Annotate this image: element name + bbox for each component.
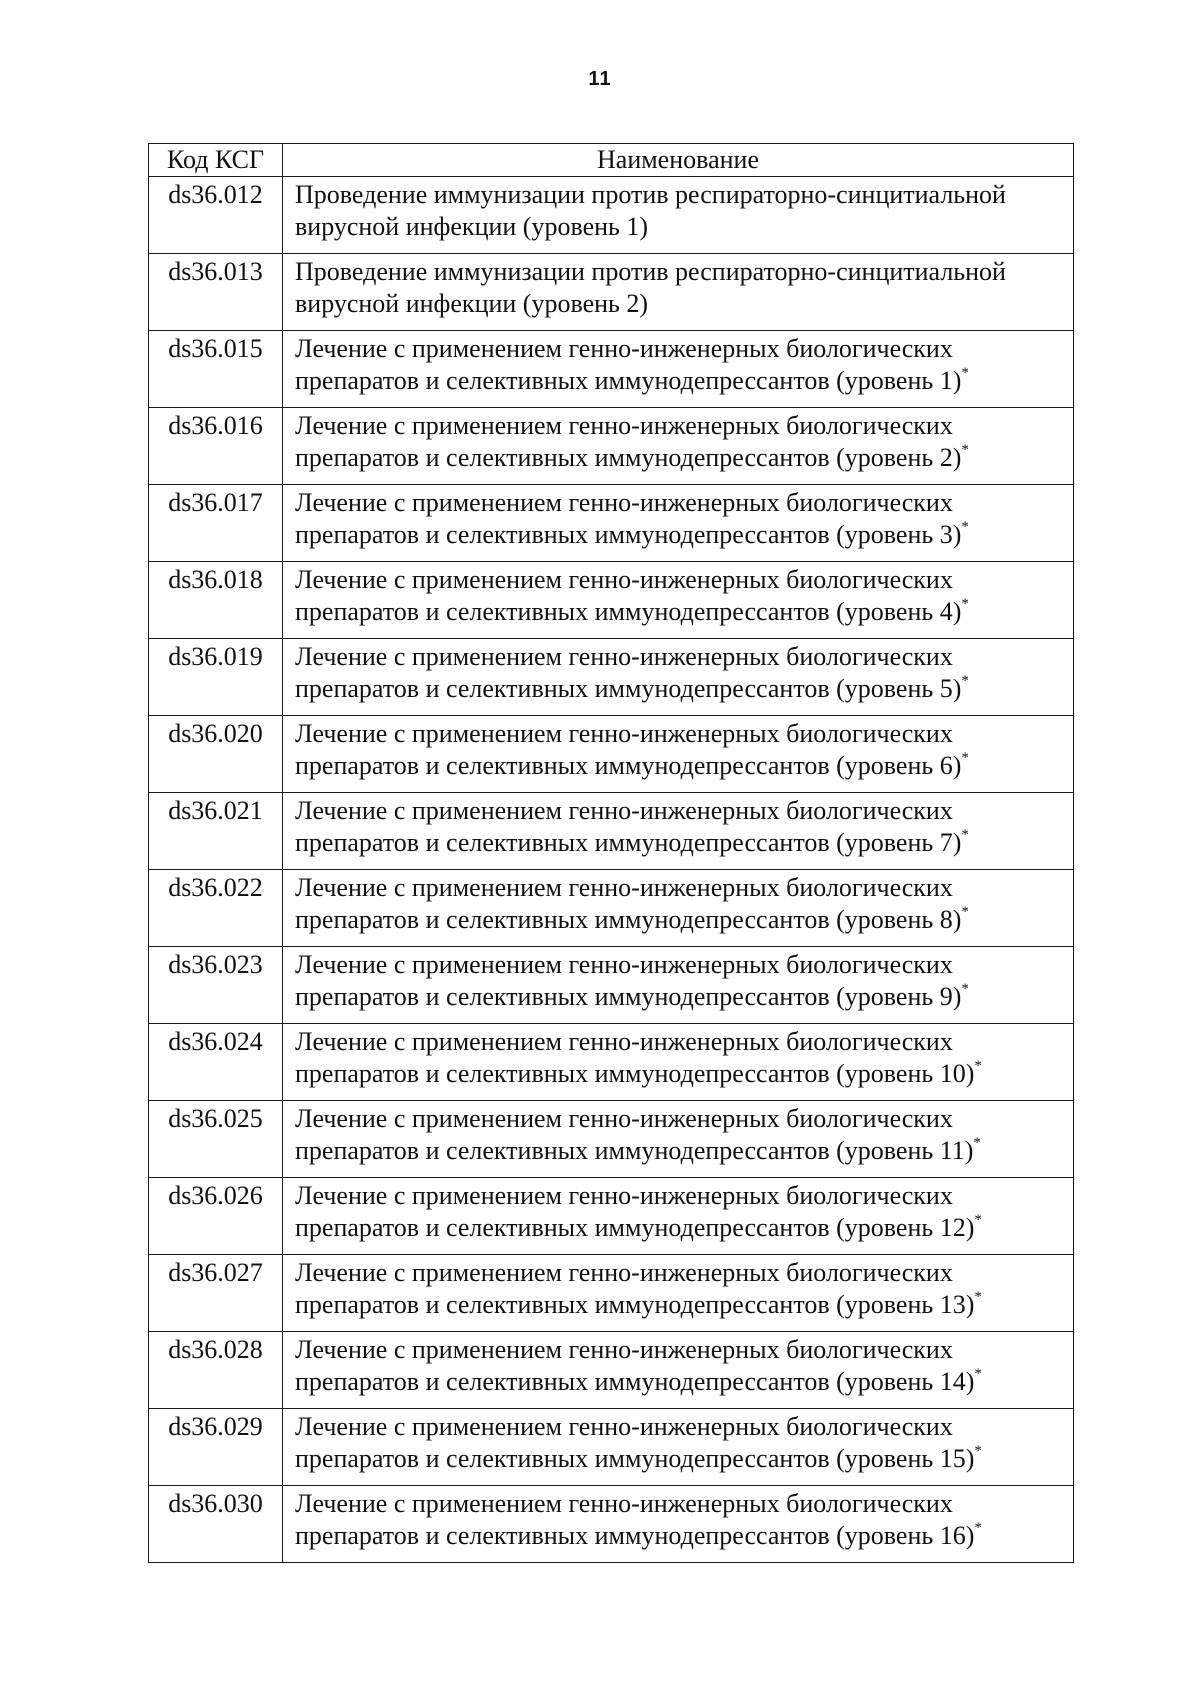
table-row	[149, 485, 1074, 562]
ksg-name-cell	[283, 408, 1074, 485]
footnote-asterisk: *	[961, 673, 969, 690]
ksg-code-cell: ds36.020	[149, 716, 283, 793]
ksg-name-text: Лечение с применением генно-инженерных биологических препаратов и селективных иммунодепрессантов (уровень 3)	[295, 488, 962, 549]
ksg-code-cell: ds36.022	[149, 870, 283, 947]
table-row	[149, 793, 1074, 870]
footnote-asterisk: *	[973, 1135, 981, 1152]
table-row	[149, 177, 1074, 254]
footnote-asterisk: *	[961, 981, 969, 998]
ksg-name-cell	[283, 1101, 1074, 1178]
ksg-code-cell: ds36.030	[149, 1486, 283, 1563]
ksg-name-text: Лечение с применением генно-инженерных биологических препаратов и селективных иммунодепрессантов (уровень 14)	[295, 1335, 975, 1396]
ksg-name-cell	[283, 254, 1074, 331]
ksg-name-cell	[283, 870, 1074, 947]
ksg-code-cell: ds36.028	[149, 1332, 283, 1409]
ksg-code-cell: ds36.023	[149, 947, 283, 1024]
footnote-asterisk: *	[961, 596, 969, 613]
ksg-name-text: Лечение с применением генно-инженерных биологических препаратов и селективных иммунодепрессантов (уровень 10)	[295, 1027, 975, 1088]
ksg-name-text: Лечение с применением генно-инженерных биологических препаратов и селективных иммунодепрессантов (уровень 4)	[295, 565, 962, 626]
table-row	[149, 1178, 1074, 1255]
table-row	[149, 1101, 1074, 1178]
ksg-name-cell	[283, 716, 1074, 793]
table-row	[149, 254, 1074, 331]
ksg-name-cell	[283, 639, 1074, 716]
footnote-asterisk: *	[974, 1289, 982, 1306]
ksg-name-cell	[283, 1486, 1074, 1563]
ksg-name-text: Лечение с применением генно-инженерных биологических препаратов и селективных иммунодепрессантов (уровень 5)	[295, 642, 962, 703]
ksg-name-text: Лечение с применением генно-инженерных биологических препаратов и селективных иммунодепрессантов (уровень 6)	[295, 719, 962, 780]
header-name: Наименование	[283, 144, 1074, 177]
page-number: 11	[588, 68, 612, 90]
footnote-asterisk: *	[961, 442, 969, 459]
ksg-code-cell: ds36.012	[149, 177, 283, 254]
ksg-name-cell	[283, 793, 1074, 870]
ksg-name-cell	[283, 485, 1074, 562]
table-row	[149, 870, 1074, 947]
ksg-code-cell: ds36.015	[149, 331, 283, 408]
ksg-name-text: Лечение с применением генно-инженерных биологических препаратов и селективных иммунодепрессантов (уровень 12)	[295, 1181, 975, 1242]
table-row	[149, 1255, 1074, 1332]
table-row	[149, 1486, 1074, 1563]
ksg-code-cell: ds36.018	[149, 562, 283, 639]
table-row	[149, 716, 1074, 793]
ksg-name-cell	[283, 1409, 1074, 1486]
ksg-name-text: Лечение с применением генно-инженерных биологических препаратов и селективных иммунодепрессантов (уровень 15)	[295, 1412, 975, 1473]
footnote-asterisk: *	[974, 1443, 982, 1460]
ksg-name-text: Лечение с применением генно-инженерных биологических препаратов и селективных иммунодепрессантов (уровень 13)	[295, 1258, 975, 1319]
ksg-code-cell: ds36.021	[149, 793, 283, 870]
ksg-code-cell: ds36.026	[149, 1178, 283, 1255]
ksg-code-cell: ds36.029	[149, 1409, 283, 1486]
header-code: Код КСГ	[149, 144, 283, 177]
ksg-name-cell	[283, 562, 1074, 639]
ksg-name-cell	[283, 1332, 1074, 1409]
ksg-name-text: Проведение иммунизации против респираторно-синцитиальной вирусной инфекции (уровень 1)	[295, 180, 1006, 241]
ksg-name-text: Лечение с применением генно-инженерных биологических препаратов и селективных иммунодепрессантов (уровень 1)	[295, 334, 962, 395]
table-row	[149, 947, 1074, 1024]
ksg-name-text: Лечение с применением генно-инженерных биологических препаратов и селективных иммунодепрессантов (уровень 7)	[295, 796, 962, 857]
ksg-name-text: Лечение с применением генно-инженерных биологических препаратов и селективных иммунодепрессантов (уровень 11)	[295, 1104, 974, 1165]
footnote-asterisk: *	[961, 827, 969, 844]
table-row	[149, 1332, 1074, 1409]
ksg-name-text: Лечение с применением генно-инженерных биологических препаратов и селективных иммунодепрессантов (уровень 9)	[295, 950, 962, 1011]
footnote-asterisk: *	[961, 365, 969, 382]
ksg-code-cell: ds36.027	[149, 1255, 283, 1332]
ksg-name-cell	[283, 177, 1074, 254]
table-header-row	[149, 144, 1074, 177]
ksg-name-text: Лечение с применением генно-инженерных биологических препаратов и селективных иммунодепрессантов (уровень 2)	[295, 411, 962, 472]
table-row	[149, 562, 1074, 639]
table-row	[149, 639, 1074, 716]
ksg-code-cell: ds36.016	[149, 408, 283, 485]
footnote-asterisk: *	[974, 1058, 982, 1075]
ksg-name-cell	[283, 331, 1074, 408]
footnote-asterisk: *	[974, 1366, 982, 1383]
ksg-name-cell	[283, 1255, 1074, 1332]
ksg-name-cell	[283, 1178, 1074, 1255]
table-row	[149, 408, 1074, 485]
table-body	[149, 177, 1074, 1563]
footnote-asterisk: *	[974, 1520, 982, 1537]
ksg-code-cell: ds36.013	[149, 254, 283, 331]
table-row	[149, 1409, 1074, 1486]
footnote-asterisk: *	[961, 519, 969, 536]
ksg-name-cell	[283, 1024, 1074, 1101]
footnote-asterisk: *	[961, 750, 969, 767]
table-row	[149, 331, 1074, 408]
ksg-name-text: Лечение с применением генно-инженерных биологических препаратов и селективных иммунодепрессантов (уровень 16)	[295, 1489, 975, 1550]
ksg-table	[148, 143, 1074, 1563]
ksg-code-cell: ds36.025	[149, 1101, 283, 1178]
ksg-code-cell: ds36.024	[149, 1024, 283, 1101]
table-row	[149, 1024, 1074, 1101]
ksg-code-cell: ds36.017	[149, 485, 283, 562]
ksg-name-text: Лечение с применением генно-инженерных биологических препаратов и селективных иммунодепрессантов (уровень 8)	[295, 873, 962, 934]
ksg-name-text: Проведение иммунизации против респираторно-синцитиальной вирусной инфекции (уровень 2)	[295, 257, 1006, 318]
footnote-asterisk: *	[961, 904, 969, 921]
ksg-name-cell	[283, 947, 1074, 1024]
ksg-code-cell: ds36.019	[149, 639, 283, 716]
footnote-asterisk: *	[974, 1212, 982, 1229]
